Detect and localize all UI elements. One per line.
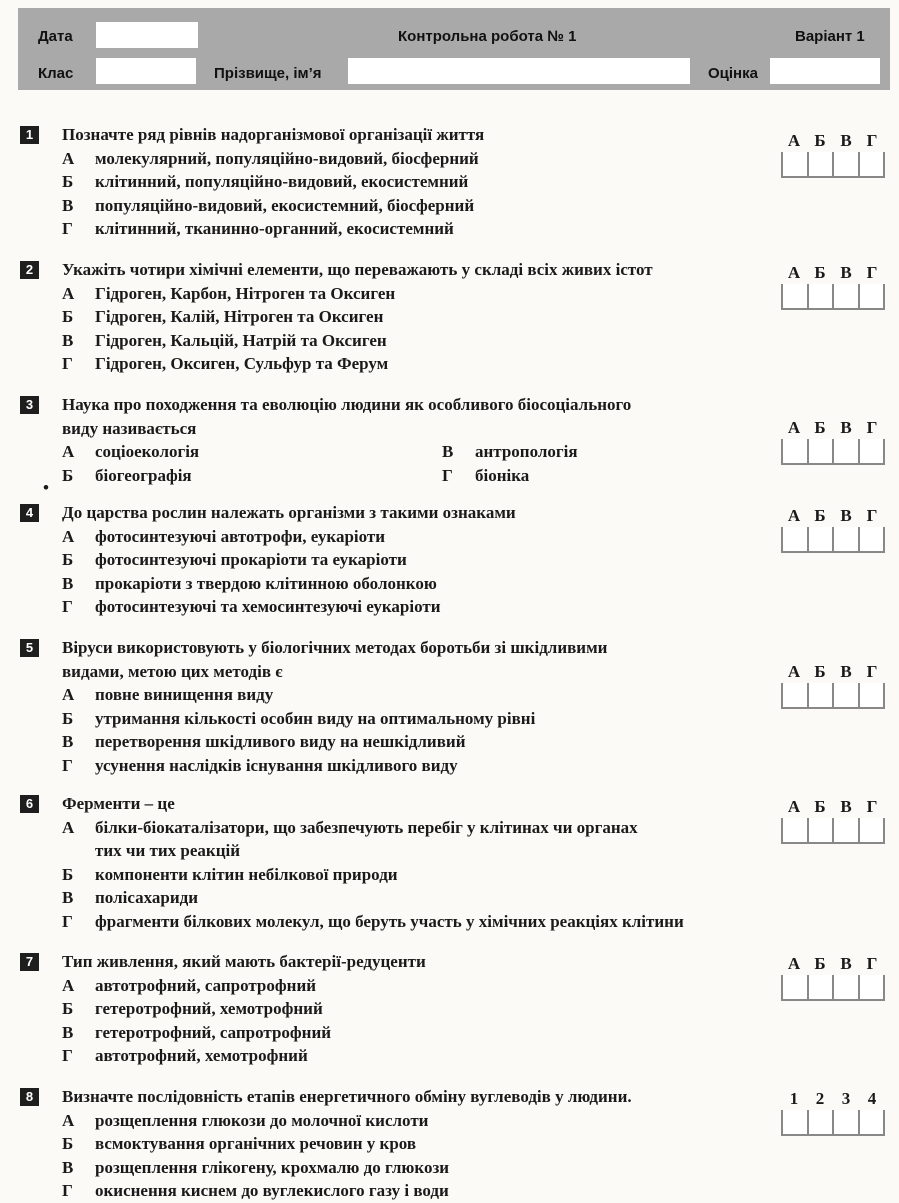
question-text: Віруси використовують у біологічних методах боротьби зі шкідливими видами, метою цих методів є <box>62 638 608 681</box>
answer-grid: А Б В Г <box>781 953 885 1001</box>
answer-cell[interactable] <box>860 818 884 842</box>
option-b[interactable]: Б гетеротрофний, хемотрофний <box>62 999 323 1018</box>
class-label: Клас <box>38 65 74 82</box>
answer-cell[interactable] <box>783 439 809 463</box>
question-number: 7 <box>20 953 39 971</box>
option-b[interactable]: Б утримання кількості особин виду на оптимальному рівні <box>62 708 536 728</box>
name-label: Прізвище, ім’я <box>214 65 322 82</box>
answer-cell[interactable] <box>809 818 835 842</box>
options <box>62 525 842 619</box>
answer-cell[interactable] <box>783 284 809 308</box>
answer-grid: А Б В Г <box>781 796 885 844</box>
options <box>62 974 842 1068</box>
answer-cell[interactable] <box>809 975 835 999</box>
answer-cell[interactable] <box>860 439 884 463</box>
options <box>62 683 842 777</box>
answer-cell[interactable] <box>783 975 809 999</box>
answer-cell[interactable] <box>834 527 860 551</box>
option-a[interactable]: А Гідроген, Карбон, Нітроген та Оксиген <box>62 283 396 303</box>
question-number: 3 <box>20 396 39 414</box>
answer-cell[interactable] <box>783 818 809 842</box>
answer-cell[interactable] <box>783 527 809 551</box>
answer-grid: 1 2 3 4 <box>781 1088 885 1136</box>
option-a[interactable]: А розщеплення глюкози до молочної кислоти <box>62 1110 429 1130</box>
answer-cell[interactable] <box>809 1110 835 1134</box>
option-c[interactable]: В перетворення шкідливого виду на нешкідливий <box>62 732 466 751</box>
question-number: 6 <box>20 795 39 813</box>
option-c[interactable]: В прокаріоти з твердою клітинною оболонкою <box>62 573 437 593</box>
answer-grid: А Б В Г <box>781 661 885 709</box>
options <box>62 440 842 487</box>
date-label: Дата <box>38 28 73 45</box>
answer-cell[interactable] <box>834 152 860 176</box>
option-d[interactable]: Г усунення наслідків існування шкідливого виду <box>62 755 458 775</box>
answer-grid: А Б В Г <box>781 417 885 465</box>
option-d[interactable]: Г окиснення киснем до вуглекислого газу і води <box>62 1181 449 1200</box>
question-number: 1 <box>20 126 39 144</box>
option-b[interactable]: Б біогеографія <box>62 465 192 485</box>
answer-cell[interactable] <box>860 1110 884 1134</box>
option-d[interactable]: Г автотрофний, хемотрофний <box>62 1046 308 1065</box>
option-b[interactable]: Б всмоктування органічних речовин у кров <box>62 1134 417 1153</box>
option-a[interactable]: А білки-біокаталізатори, що забезпечують перебіг у клітинах чи органах тих чи тих реакцій <box>62 817 638 860</box>
answer-grid: А Б В Г <box>781 505 885 553</box>
answer-cell[interactable] <box>860 683 884 707</box>
answer-cell[interactable] <box>860 284 884 308</box>
header-band <box>18 8 890 90</box>
question-text: Позначте ряд рівнів надорганізмової організації життя <box>62 125 485 144</box>
answer-cell[interactable] <box>809 152 835 176</box>
answer-grid: А Б В Г <box>781 130 885 178</box>
answer-cell[interactable] <box>809 284 835 308</box>
option-a[interactable]: А соціоекологія <box>62 442 200 461</box>
name-field[interactable] <box>348 58 690 84</box>
answer-cell[interactable] <box>783 1110 809 1134</box>
answer-cell[interactable] <box>809 527 835 551</box>
answer-cell[interactable] <box>834 683 860 707</box>
option-d[interactable]: Г фрагменти білкових молекул, що беруть участь у хімічних реакціях клітини <box>62 911 684 931</box>
answer-grid: А Б В Г <box>781 262 885 310</box>
question-text: Тип живлення, який мають бактерії-редуценти <box>62 952 426 971</box>
option-a[interactable]: А автотрофний, сапротрофний <box>62 975 317 995</box>
question-text: Наука про походження та еволюцію людини як особливого біосоціального виду називається <box>62 395 632 438</box>
answer-cell[interactable] <box>860 975 884 999</box>
option-b[interactable]: Б фотосинтезуючі прокаріоти та еукаріоти <box>62 550 407 569</box>
option-c[interactable]: В розщеплення глікогену, крохмалю до глюкози <box>62 1157 450 1177</box>
variant-label: Варіант 1 <box>795 28 865 45</box>
test-title: Контрольна робота № 1 <box>398 28 577 45</box>
answer-cell[interactable] <box>834 818 860 842</box>
option-c[interactable]: В гетеротрофний, сапротрофний <box>62 1022 332 1042</box>
options <box>62 1109 842 1203</box>
grade-field[interactable] <box>770 58 880 84</box>
date-field[interactable] <box>96 22 198 48</box>
option-c[interactable]: В популяційно-видовий, екосистемний, біосферний <box>62 195 475 215</box>
question-text: Укажіть чотири хімічні елементи, що переважають у складі всіх живих істот <box>62 260 653 279</box>
option-a[interactable]: А фотосинтезуючі автотрофи, еукаріоти <box>62 526 386 546</box>
answer-cell[interactable] <box>834 284 860 308</box>
grade-label: Оцінка <box>708 65 758 82</box>
answer-cell[interactable] <box>860 152 884 176</box>
question-text: Визначте послідовність етапів енергетичного обміну вуглеводів у людини. <box>62 1087 632 1106</box>
option-c[interactable]: В Гідроген, Кальцій, Натрій та Оксиген <box>62 330 387 350</box>
option-a[interactable]: А молекулярний, популяційно-видовий, біосферний <box>62 148 479 168</box>
options <box>62 816 842 934</box>
question-text: До царства рослин належать організми з такими ознаками <box>62 503 516 522</box>
option-c[interactable]: В полісахариди <box>62 888 199 907</box>
answer-cell[interactable] <box>783 683 809 707</box>
option-b[interactable]: Б Гідроген, Калій, Нітроген та Оксиген <box>62 307 384 326</box>
option-d[interactable]: Г фотосинтезуючі та хемосинтезуючі еукаріоти <box>62 597 441 616</box>
question-number: 5 <box>20 639 39 657</box>
option-d[interactable]: Г Гідроген, Оксиген, Сульфур та Ферум <box>62 354 389 373</box>
answer-cell[interactable] <box>834 439 860 463</box>
option-d[interactable]: Г клітинний, тканинно-органний, екосистемний <box>62 219 454 238</box>
answer-cell[interactable] <box>834 1110 860 1134</box>
option-b[interactable]: Б клітинний, популяційно-видовий, екосистемний <box>62 172 469 191</box>
answer-cell[interactable] <box>860 527 884 551</box>
options <box>62 147 842 241</box>
options <box>62 282 842 376</box>
option-a[interactable]: А повне винищення виду <box>62 685 274 704</box>
question-number: 4 <box>20 504 39 522</box>
stray-bullet: • <box>43 478 49 497</box>
class-field[interactable] <box>96 58 196 84</box>
question-number: 8 <box>20 1088 39 1106</box>
answer-cell[interactable] <box>783 152 809 176</box>
question-number: 2 <box>20 261 39 279</box>
answer-cell[interactable] <box>809 683 835 707</box>
option-d[interactable]: Г біоніка <box>442 465 530 485</box>
question-text: Ферменти – це <box>62 794 175 813</box>
option-b[interactable]: Б компоненти клітин небілкової природи <box>62 864 398 884</box>
option-c[interactable]: В антропологія <box>442 442 578 461</box>
answer-cell[interactable] <box>809 439 835 463</box>
answer-cell[interactable] <box>834 975 860 999</box>
